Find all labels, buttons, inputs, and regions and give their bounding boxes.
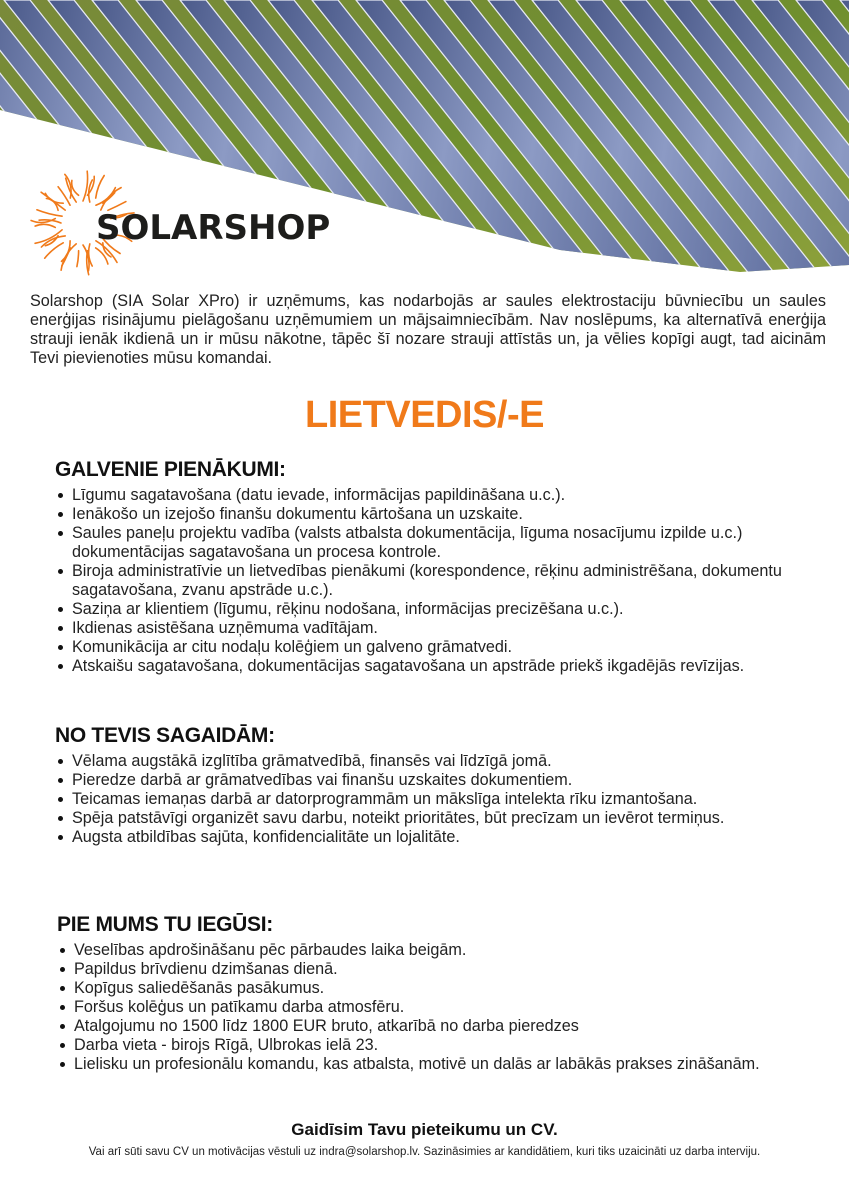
job-title: LIETVEDIS/-E [305,394,544,436]
benefits-item: Papildus brīvdienu dzimšanas dienā. [74,960,837,979]
duties-item: Ikdienas asistēšana uzņēmuma vadītājam. [72,619,835,638]
sun-ray [96,248,108,264]
logo-text: SOLARSHOP [96,208,331,248]
sun-ray [96,188,116,206]
benefits-item: Darba vieta - birojs Rīgā, Ulbrokas ielā 23. [74,1036,837,1055]
benefits-section [57,913,837,1074]
requirements-item: Spēja patstāvīgi organizēt savu darbu, noteikt prioritātes, būt precīzam un ievērot termiņus. [72,809,835,828]
benefits-item: Lielisku un profesionālu komandu, kas atbalsta, motivē un dalās ar labākās prakses zināšanām. [74,1055,837,1074]
contact-note: Vai arī sūti savu CV un motivācijas vēstuli uz indra@solarshop.lv. Sazināsimies ar kandidātiem, kuri tiks uzaicināti uz darba interviju. [88,1146,761,1158]
sun-ray [96,176,105,199]
benefits-item: Veselības apdrošināšanu pēc pārbaudes laika beigām. [74,941,837,960]
requirements-item: Pieredze darbā ar grāmatvedības vai finanšu uzskaites dokumentiem. [72,771,835,790]
sun-ray [77,251,79,267]
duties-item: Biroja administratīvie un lietvedības pienākumi (korespondence, rēķinu administrēšana, dokumentu sagatavošana, zvanu apstrāde u.c.). [72,562,835,600]
requirements-section [55,724,835,847]
duties-item: Līgumu sagatavošana (datu ievade, informācijas papildināšana u.c.). [72,486,835,505]
sun-ray [45,193,63,203]
benefits-list [57,941,837,1074]
intro-paragraph: Solarshop (SIA Solar XPro) ir uzņēmums, kas nodarbojās ar saules elektrostaciju būvniecību un saules enerģijas risinājumu pielāgošanu uzņēmumiem un mājsaimniecībām. Nav noslēpums, ka alternatīvā enerģija strauji ienāk ikdienā un ir mūsu nākotne, tāpēc šī nozare strauji attīstās un, ja vēlies kopīgi augt, tad aicinām Tevi pievienoties mūsu komandai. [30,292,826,367]
requirements-item: Teicamas iemaņas darbā ar datorprogrammām un mākslīga intelekta rīku izmantošana. [72,790,835,809]
duties-list [55,486,835,676]
benefits-heading: PIE MUMS TU IEGŪSI: [57,913,273,936]
sun-ray [72,180,79,195]
sun-ray [35,224,55,227]
solarshop-logo [28,164,331,282]
duties-item: Saziņa ar klientiem (līgumu, rēķinu nodošana, informācijas precizēšana u.c.). [72,600,835,619]
duties-section [55,458,835,676]
benefits-item: Atalgojumu no 1500 līdz 1800 EUR bruto, atkarībā no darba pieredzes [74,1017,837,1036]
sun-ray [101,188,121,211]
duties-item: Atskaišu sagatavošana, dokumentācijas sagatavošana un apstrāde priekš ikgadējās revīzijas. [72,657,835,676]
requirements-item: Vēlama augstākā izglītība grāmatvedībā, finansēs vai līdzīgā jomā. [72,752,835,771]
duties-heading: GALVENIE PIENĀKUMI: [55,458,286,481]
application-cta: Gaidīsim Tavu pieteikumu un CV. [291,1120,558,1139]
duties-item: Saules paneļu projektu vadība (valsts atbalsta dokumentācija, līguma nosacījumu izpilde u.c.) dokumentācijas sagatavošana un procesa kontrole. [72,524,835,562]
duties-item: Ienākošo un izejošo finanšu dokumentu kārtošana un uzskaite. [72,505,835,524]
benefits-item: Foršus kolēģus un patīkamu darba atmosfēru. [74,998,837,1017]
requirements-list [55,752,835,847]
benefits-item: Kopīgus saliedēšanās pasākumus. [74,979,837,998]
sun-ray [83,171,88,201]
requirements-heading: NO TEVIS SAGAIDĀM: [55,724,275,747]
requirements-item: Augsta atbildības sajūta, konfidencialitāte un lojalitāte. [72,828,835,847]
duties-item: Komunikācija ar citu nodaļu kolēģiem un galveno grāmatvedi. [72,638,835,657]
